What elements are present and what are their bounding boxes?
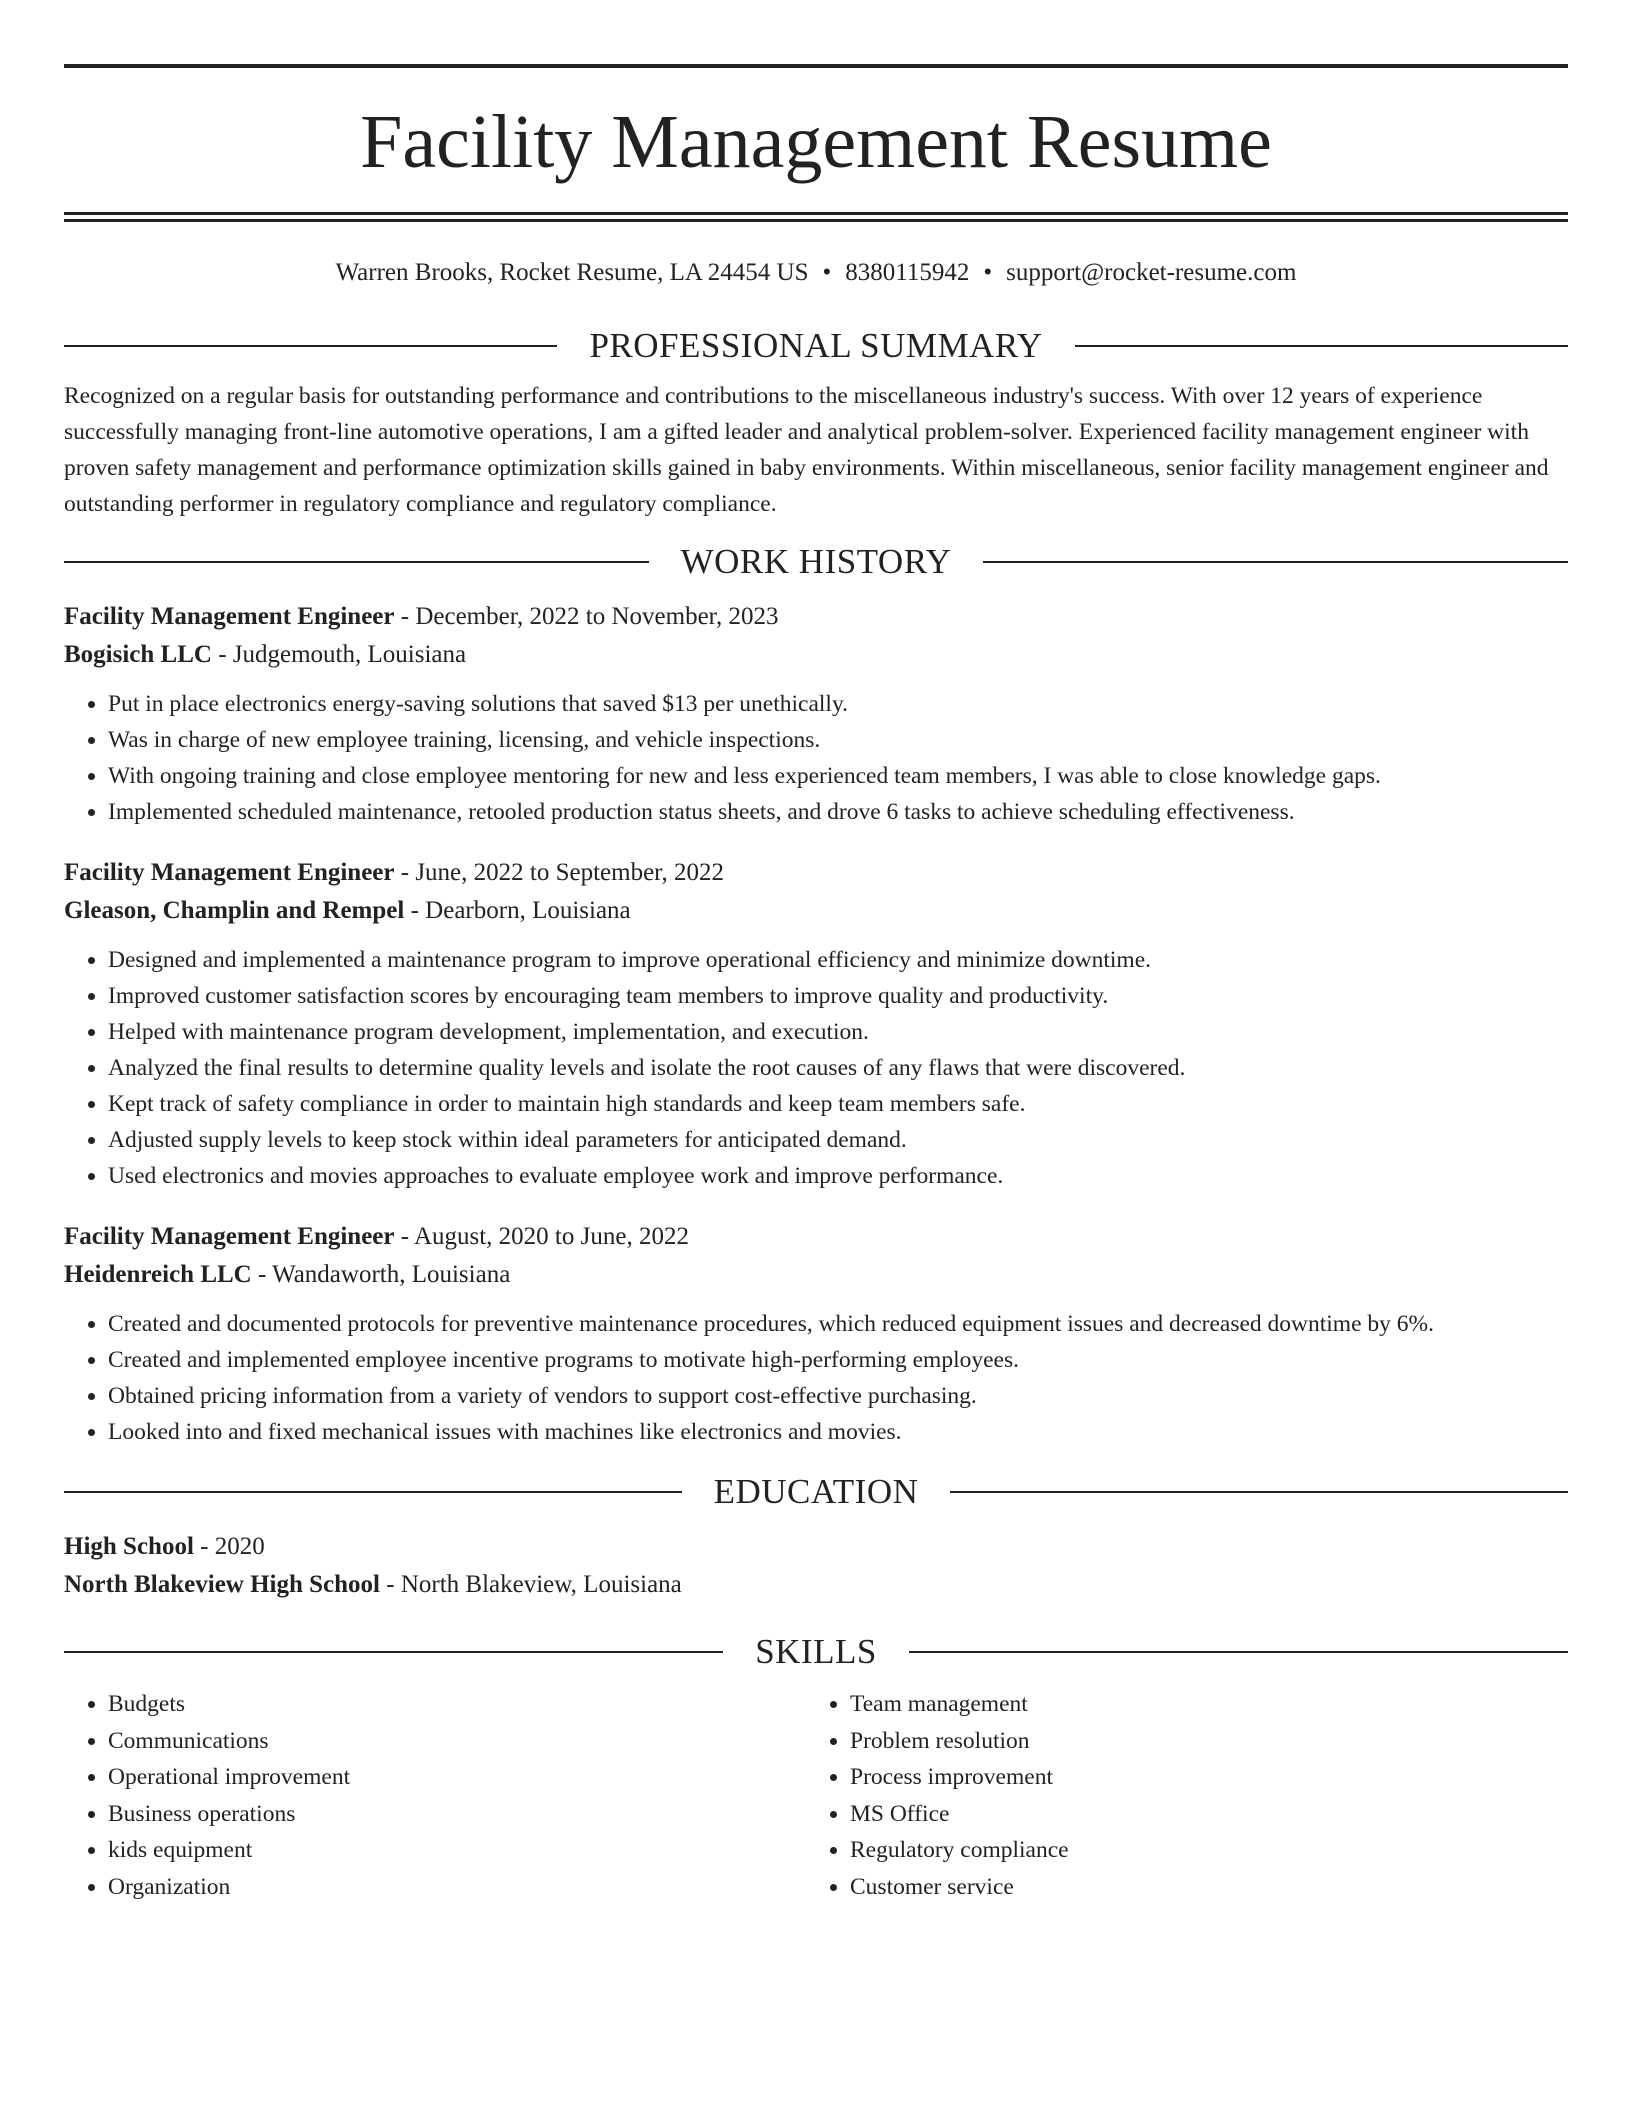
job-dates: - August, 2020 to June, 2022 [394, 1223, 689, 1250]
list-item: • Created and documented protocols for preventive maintenance procedures, which reduced equipment issues and decreased downtime by 6%. [108, 1306, 1568, 1342]
skill-item: • Regulatory compliance [850, 1832, 1548, 1869]
section-rule [950, 1491, 1568, 1493]
job-location: - Wandaworth, Louisiana [251, 1261, 511, 1288]
contact-separator: • [822, 259, 832, 286]
education-degree-line [64, 1528, 1568, 1566]
job-bullets [64, 942, 1568, 1194]
skill-item: • Business operations [108, 1796, 806, 1833]
list-item: • Used electronics and movies approaches to evaluate employee work and improve performance. [108, 1158, 1568, 1194]
section-title: EDUCATION [713, 1472, 919, 1511]
job-title-line [64, 598, 1568, 636]
section-rule [909, 1651, 1568, 1653]
job-entry [64, 598, 1568, 830]
section-header-education [64, 1472, 1568, 1512]
job-title: Facility Management Engineer [64, 1223, 395, 1250]
job-title-line [64, 1218, 1568, 1256]
list-item: • Designed and implemented a maintenance program to improve operational efficiency and minimize downtime. [108, 942, 1568, 978]
title-double-rule [64, 212, 1568, 222]
education-year: - 2020 [193, 1533, 265, 1560]
skill-item: • Process improvement [850, 1759, 1548, 1796]
skill-item: • Communications [108, 1723, 806, 1760]
education-degree: High School [64, 1533, 194, 1560]
top-rule [64, 64, 1568, 68]
job-dates: - June, 2022 to September, 2022 [394, 859, 725, 886]
education-school: North Blakeview High School [64, 1571, 380, 1598]
job-dates: - December, 2022 to November, 2023 [394, 603, 779, 630]
list-item: • Improved customer satisfaction scores by encouraging team members to improve quality and productivity. [108, 978, 1568, 1014]
job-company: Gleason, Champlin and Rempel [64, 897, 405, 924]
section-rule [64, 1651, 723, 1653]
skills-column-left [64, 1686, 806, 1905]
page-title: Facility Management Resume [360, 100, 1272, 184]
section-title: PROFESSIONAL SUMMARY [589, 326, 1043, 365]
list-item: • Analyzed the final results to determine quality levels and isolate the root causes of any flaws that were discovered. [108, 1050, 1568, 1086]
list-item: • Adjusted supply levels to keep stock within ideal parameters for anticipated demand. [108, 1122, 1568, 1158]
job-entry [64, 854, 1568, 1194]
contact-email: support@rocket-resume.com [1006, 259, 1297, 286]
contact-phone: 8380115942 [845, 259, 970, 286]
job-entry [64, 1218, 1568, 1450]
section-rule [64, 561, 649, 563]
skill-item: • Problem resolution [850, 1723, 1548, 1760]
contact-address: Warren Brooks, Rocket Resume, LA 24454 US [335, 259, 809, 286]
section-rule [64, 345, 557, 347]
list-item: • With ongoing training and close employee mentoring for new and less experienced team members, I was able to close knowledge gaps. [108, 758, 1568, 794]
skill-item: • Budgets [108, 1686, 806, 1723]
section-header-summary [64, 326, 1568, 366]
list-item: • Was in charge of new employee training, licensing, and vehicle inspections. [108, 722, 1568, 758]
list-item: • Implemented scheduled maintenance, retooled production status sheets, and drove 6 tasks to achieve scheduling effectiveness. [108, 794, 1568, 830]
job-title: Facility Management Engineer [64, 859, 395, 886]
summary-text: Recognized on a regular basis for outstanding performance and contributions to the miscellaneous industry's success. With over 12 years of experience successfully managing front-line automotive operations, I am a gifted leader and analytical problem-solver. Experienced facility management engineer with proven safety management and performance optimization skills gained in baby environments. Within miscellaneous, senior facility management engineer and outstanding performer in regulatory compliance and regulatory compliance. [64, 383, 1549, 517]
list-item: • Put in place electronics energy-saving solutions that saved $13 per unethically. [108, 686, 1568, 722]
section-header-skills [64, 1632, 1568, 1672]
list-item: • Obtained pricing information from a variety of vendors to support cost-effective purchasing. [108, 1378, 1568, 1414]
job-bullets [64, 1306, 1568, 1450]
skill-item: • MS Office [850, 1796, 1548, 1833]
resume-page [64, 64, 1568, 1905]
job-bullets [64, 686, 1568, 830]
section-header-work-history [64, 542, 1568, 582]
skill-item: • Organization [108, 1869, 806, 1906]
skill-item: • Customer service [850, 1869, 1548, 1906]
contact-separator: • [983, 259, 993, 286]
skill-item: • Team management [850, 1686, 1548, 1723]
section-title: SKILLS [755, 1632, 877, 1671]
job-title: Facility Management Engineer [64, 603, 395, 630]
job-company-line [64, 1256, 1568, 1294]
job-location: - Judgemouth, Louisiana [211, 641, 467, 668]
job-company-line [64, 636, 1568, 674]
skill-item: • kids equipment [108, 1832, 806, 1869]
list-item: • Kept track of safety compliance in order to maintain high standards and keep team members safe. [108, 1086, 1568, 1122]
education-school-line [64, 1566, 1568, 1604]
skills-grid [64, 1686, 1568, 1905]
job-company: Heidenreich LLC [64, 1261, 252, 1288]
list-item: • Helped with maintenance program development, implementation, and execution. [108, 1014, 1568, 1050]
skill-item: • Operational improvement [108, 1759, 806, 1796]
section-rule [1075, 345, 1568, 347]
job-location: - Dearborn, Louisiana [404, 897, 631, 924]
contact-line [64, 258, 1568, 288]
education-location: - North Blakeview, Louisiana [380, 1571, 682, 1598]
job-company-line [64, 892, 1568, 930]
education-entry [64, 1528, 1568, 1604]
job-title-line [64, 854, 1568, 892]
work-history-list [64, 598, 1568, 1450]
section-rule [64, 1491, 682, 1493]
list-item: • Created and implemented employee incentive programs to motivate high-performing employees. [108, 1342, 1568, 1378]
job-company: Bogisich LLC [64, 641, 212, 668]
skills-column-right [806, 1686, 1548, 1905]
list-item: • Looked into and fixed mechanical issues with machines like electronics and movies. [108, 1414, 1568, 1450]
section-title: WORK HISTORY [680, 542, 952, 581]
section-rule [983, 561, 1568, 563]
